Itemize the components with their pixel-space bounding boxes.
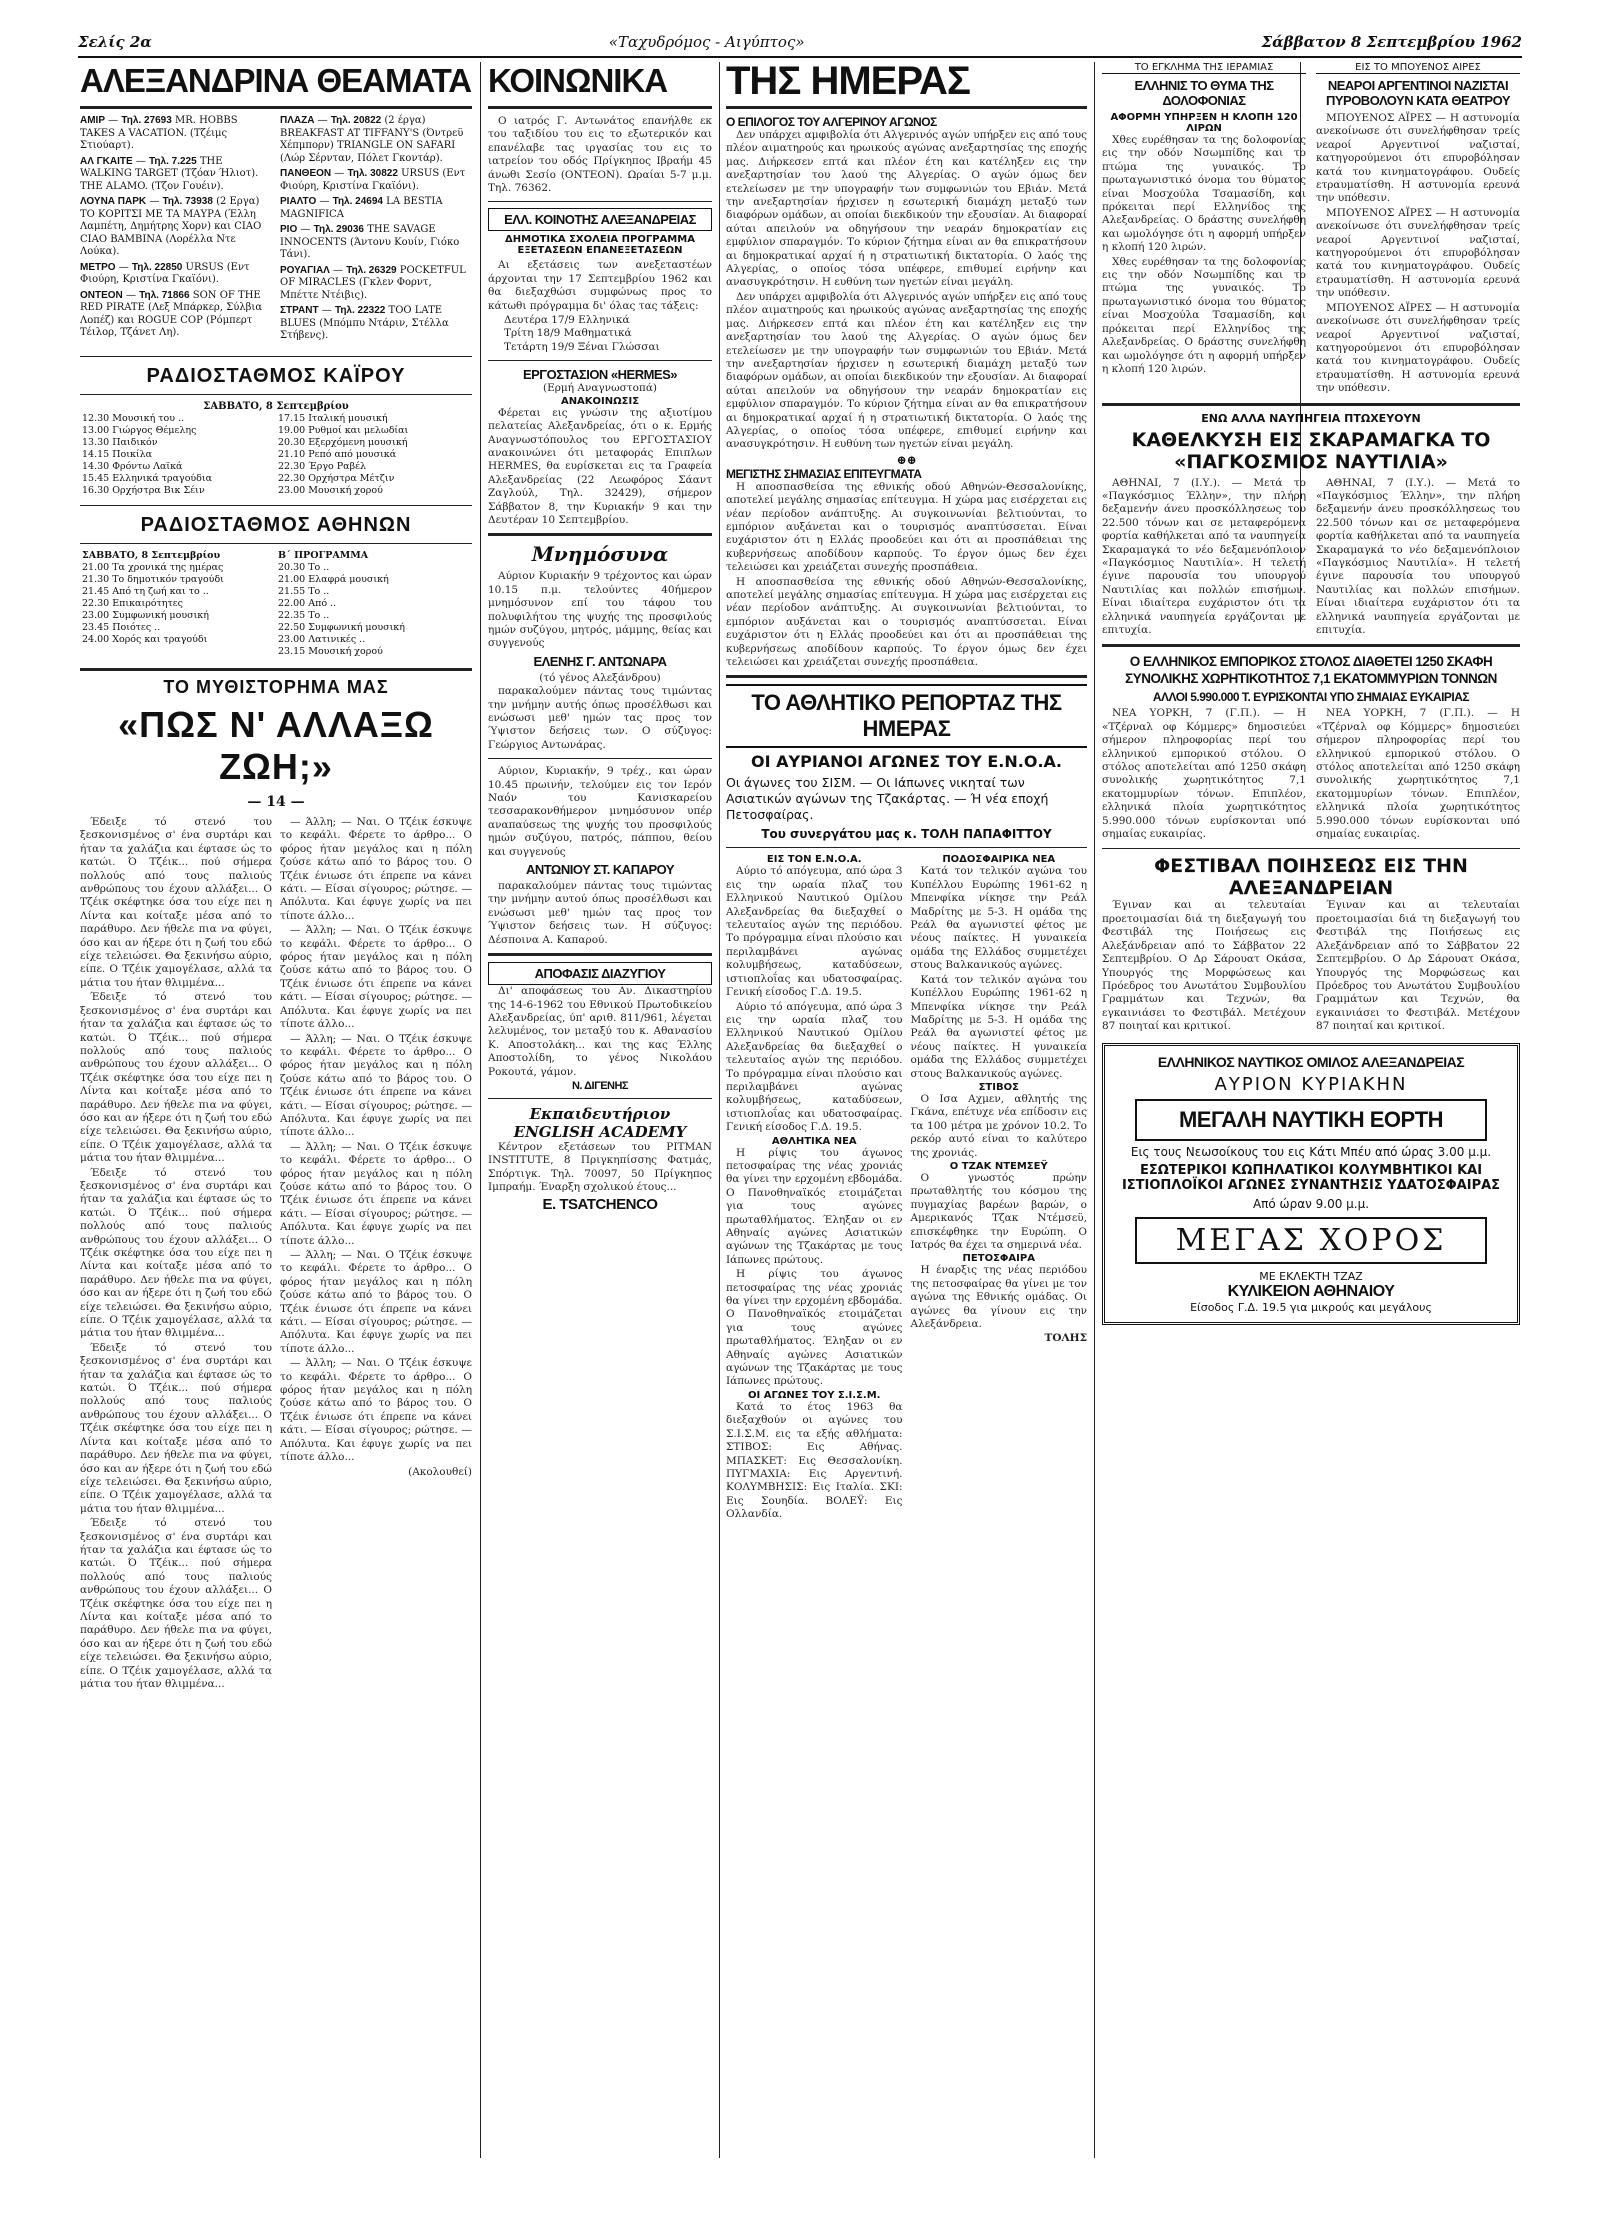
radio-athens-right: Β΄ ΠΡΟΓΡΑΜΜΑ 20.30 Το .. 21.00 Ελαφρά μουσική 21.55 Το .. 22.00 Από .. 22.35 Το .. 22.50 Συμφωνική μουσική 23.00 Λατινικές .. 23.15 Μουσική χορού — [278, 550, 405, 657]
paper-name: «Ταχυδρόμος - Αιγύπτος» — [608, 33, 805, 51]
shipyard-head: ΚΑΘΕΛΚΥΣΗ ΕΙΣ ΣΚΑΡΑΜΑΓΚΑ ΤΟ «ΠΑΓΚΟΣΜΙΟΣ ΝΑΥΤΙΛΙΑ» — [1131, 428, 1491, 473]
radio-athens-left: ΣΑΒΒΑΤΟ, 8 Σεπτεμβρίου 21.00 Τα χρονικά της ημέρας 21.30 Το δημοτικόν τραγούδι 21.45 Από τη ζωή και το .. 22.30 Επικαιρότητες 23.00 Συμφωνική μουσική 23.45 Ποιότες .. 24.00 Χορός και τραγούδι — [82, 550, 224, 645]
cinema-entry: ΡΙΑΛΤΟ — Τηλ. 24694 LA BESTIA MAGNIFICA — [280, 196, 443, 220]
cinema-entry: ΡΟΥΑΓΙΑΛ — Τηλ. 26329 POCKETFUL OF MIRACLES (Γκλεν Φορντ, Μπέττε Ντέιβις). — [280, 264, 466, 301]
ad-music: ΜΕ ΕΚΛΕΚΤΗ ΤΖΑΖ — [1259, 1269, 1363, 1283]
divider — [488, 953, 712, 956]
page-number: Σελίς 2α — [78, 33, 152, 51]
school-text: Κέντρον εξετάσεων του PITMAN INSTITUTE, 8 Πριγκηπίσσης Φατμάς, Σπόρτιγκ. Τηλ. 70097, 50 Πρίγκηπος Ιμπραήμ. Έναρξη σχολικού έτους... — [488, 1140, 712, 1194]
memorial-1-text: Αύριον Κυριακήν 9 τρέχοντος και ώραν 10.15 π.μ. τελούντες 40ήμερον μνημόσυνον επί του τάφου του πολυφιλήτου της ψυχής της προσφιλούς ημών συζύγου, μητρός, μάμμης, θείας και συγγενούς — [488, 570, 712, 650]
radio-cairo-right: 17.15 Ιταλική μουσική 19.00 Ρυθμοί και μελωδίαι 20.30 Εξερχόμενη μουσική 21.10 Ρεπό από μουσικά 22.30 Έργο Ραβέλ 22.30 Ορχήστρα Μέτζιν 23.00 Μουσική χορού — [278, 413, 409, 496]
ad-day: ΑΥΡΙΟΝ ΚΥΡΙΑΚΗΝ — [1214, 1073, 1408, 1095]
divider — [1102, 403, 1520, 406]
sports-head: ΤΟ ΑΘΛΗΤΙΚΟ ΡΕΠΟΡΤΑΖ ΤΗΣ ΗΜΕΡΑΣ — [726, 684, 1087, 748]
festival-head: ΦΕΣΤΙΒΑΛ ΠΟΙΗΣΕΩΣ ΕΙΣ ΤΗΝ ΑΛΕΞΑΝΔΡΕΙΑΝ — [1154, 855, 1468, 900]
cinema-listings — [80, 115, 472, 346]
memorial-2-text2: παρακαλούμεν πάντας τους τιμώντας την μνήμην αυτού όπως προσέλθωσι και ενώσωσι μεθ' ημών τας προς τον Ύψιστον δεήσεις των. Η σύζυγος: Δέσποινα Α. Καπαρού. — [488, 880, 712, 946]
sports-byline: Του συνεργάτου μας κ. ΤΟΛΗ ΠΑΠΑΦΙΤΤΟΥ — [761, 827, 1052, 842]
cinema-entry: ΣΤΡΑΝΤ — Τηλ. 22322 TOO LATE BLUES (Μπόμπυ Ντάριν, Στέλλα Στήβενς). — [280, 305, 449, 341]
shipping-deck: ΑΛΛΟΙ 5.990.000 Τ. ΕΥΡΙΣΚΟΝΤΑΙ ΥΠΟ ΣΗΜΑΙΑΣ ΕΥΚΑΙΡΙΑΣ — [1152, 690, 1470, 705]
cinema-entry: ΑΛ ΓΚΑΙΤΕ — Τηλ. 7.225 THE WALKING TARGET (Τζόαν Ήλιοτ). THE ALAMO. (Τζον Γουέιν). — [80, 155, 259, 192]
memorial-1-name: ΕΛΕΝΗΣ Γ. ΑΝΤΩΝΑΡΑ — [533, 653, 667, 669]
school-sign: E. TSATCHENCO — [542, 1195, 658, 1213]
sports-right: ΠΟΔΟΣΦΑΙΡΙΚΑ ΝΕΑ Κατά τον τελικόν αγώνα του Κυπέλλου Ευρώπης 1961-62 η Μπενφίκα νίκησε την Ρεάλ Μαδρίτης με 5-3. Η ομάδα της Ρεάλ θα αγωνιστεί φέτος με νέους παίκτες. Η γυναικεία ομάδα της Ελλάδος συμμετέχει στους Βαλκανικούς αγώνες. Κατά τον τελικόν αγώνα του Κυπέλλου Ευρώπης 1961-62 η Μπενφίκα νίκησε την Ρεάλ Μαδρίτης με 5-3. Η ομάδα της Ρεάλ θα αγωνιστεί φέτος με νέους παίκτες. Η γυναικεία ομάδα της Ελλάδος συμμετέχει στους Βαλκανικούς αγώνες. ΣΤΙΒΟΣ Ο Ισα Αχμεν, αθλητής της Γκάνα, επέτυχε νέα επίδοσιν εις τα 100 μέτρα με χρόνον 10.2. Το ρεκόρ αυτό είναι το καλύτερο της χρονιάς. Ο ΤΖΑΚ ΝΤΕΜΣΕΫ Ο γνωστός πρώην πρωταθλητής του κόσμου της πυγμαχίας βαρέων βαρών, ο Αμερικανός Τζακ Ντέμσεϋ, επισκέφθηκε την Ευρώπη. Ο Ιατρός θα έχει τα σημερινά νέα. ΠΕΤΟΣΦΑΙΡΑ Η έναρξις της νέας περιόδου της πετοσφαίρας θα γίνει με τον αγώνα της Εθνικής ομάδας. Οι αγώνες θα γίνουν εις την Αλεξάνδρεια. ΤΟΛΗΣ — [910, 854, 1087, 1345]
issue-date: Σάββατον 8 Σεπτεμβρίου 1962 — [1261, 33, 1522, 51]
divorce-title: ΑΠΟΦΑΣΙΣ ΔΙΑΖΥΓΙΟΥ — [488, 962, 712, 985]
cinema-list-left — [80, 115, 272, 346]
novel-part: — 14 — — [247, 794, 305, 810]
ad-entry: Είσοδος Γ.Δ. 19.5 για μικρούς και μεγάλους — [1190, 1300, 1432, 1314]
separator-glyph: ⊕⊕ — [896, 452, 917, 467]
sports-sub: ΟΙ ΑΥΡΙΑΝΟΙ ΑΓΩΝΕΣ ΤΟΥ Ε.Ν.Ο.Α. — [751, 752, 1062, 772]
column-news — [1102, 62, 1520, 2158]
divider — [726, 106, 1087, 109]
shipping-text: ΝΕΑ ΥΟΡΚΗ, 7 (Γ.Π.). — Η «Τζέρναλ οφ Κόμμερς» δημοσιεύει σήμερον πληροφορίας περί του ελληνικού εμπορικού στόλου. Ο στόλος αποτελείται από 1250 σκάφη συνολικής χωρητικότητος 7,1 εκατομμυρίων τόνων. Επιπλέον, ελληνικά πλοία χωρητικότητος 5.990.000 τόνων ευρίσκονται υπό σημαίας ευκαιρίας. ΝΕΑ ΥΟΡΚΗ, 7 (Γ.Π.). — Η «Τζέρναλ οφ Κόμμερς» δημοσιεύει σήμερον πληροφορίας περί του ελληνικού εμπορικού στόλου. Ο στόλος αποτελείται από 1250 σκάφη συνολικής χωρητικότητος 7,1 εκατομμυρίων τόνων. Επιπλέον, ελληνικά πλοία χωρητικότητος 5.990.000 τόνων ευρίσκονται υπό σημαίας ευκαιρίας. — [1102, 707, 1520, 841]
factory-kicker: ΑΝΑΚΟΙΝΩΣΙΣ — [560, 395, 640, 407]
ad-title: ΕΛΛΗΝΙΚΟΣ ΝΑΥΤΙΚΟΣ ΟΜΙΛΟΣ ΑΛΕΞΑΝΔΡΕΙΑΣ — [1157, 1053, 1465, 1070]
divider — [80, 356, 472, 357]
article-2-text: Η αποσπασθείσα της εθνικής οδού Αθηνών-Θεσσαλονίκης, αποτελεί μεγάλης σημασίας επίτευγμα. Η χώρα μας εισέρχεται εις νέαν περίοδον ανάπτυξης. Αι συγκοινωνίαι βελτιούνται, το εμπόριον αυξάνεται και ο τουρισμός αναπτύσσεται. Είναι ευχάριστον ότι η Ελλάς προοδεύει και ότι αι προσπάθειαι της κυβερνήσεως αποδίδουν καρπούς. Το έργον όμως δεν έχει τελειώσει και χρειάζεται συνεχής προσπάθεια. Η αποσπασθείσα της εθνικής οδού Αθηνών-Θεσσαλονίκης, αποτελεί μεγάλης σημασίας επίτευγμα. Η χώρα μας εισέρχεται εις νέαν περίοδον ανάπτυξης. Αι συγκοινωνίαι βελτιούνται, το εμπόριον αυξάνεται και ο τουρισμός αναπτύσσεται. Είναι ευχάριστον ότι η Ελλάς προοδεύει και ότι αι προσπάθειαι της κυβερνήσεως αποδίδουν καρπούς. Το έργον όμως δεν έχει τελειώσει και χρειάζεται συνεχής προσπάθεια. — [726, 480, 1087, 669]
divider — [726, 847, 1087, 848]
school-title: Εκπαιδευτήριον ENGLISH ACADEMY — [513, 1104, 687, 1141]
radio-cairo-day: ΣΑΒΒΑΤΟ, 8 Σεπτεμβρίου — [203, 400, 349, 412]
novel-title: «ΠΩΣ Ν' ΑΛΛΑΞΩ ΖΩΗ;» — [118, 704, 434, 787]
memorial-2-name: ΑΝΤΩΝΙΟΥ ΣΤ. ΚΑΠΑΡΟΥ — [525, 862, 675, 878]
divider — [488, 533, 712, 536]
cinema-entry: ΜΕΤΡΟ — Τηλ. 22850 URSUS (Εντ Φιούρη, Κριστίνα Γκαϊόνι). — [80, 261, 250, 285]
memorial-2-text: Αύριον, Κυριακήν, 9 τρέχ., και ώραν 10.45 πρωινήν, τελούμεν εις τον Ιερόν Ναόν του Κανισκαρείου τεσσαρακονθήμερον μνημόσυνον υπέρ αναπαύσεως της ψυχής του προσφιλούς ημών συζύγου, πατρός, πάππου, θείου και συγγενούς — [488, 765, 712, 858]
divider — [80, 668, 472, 671]
column-day — [726, 62, 1087, 2158]
theatres-title: ΑΛΕΞΑΝΔΡΙΝΑ ΘΕΑΜΑΤΑ — [80, 62, 472, 99]
shipyard-text: ΑΘΗΝΑΙ, 7 (Ι.Υ.). — Μετά το «Παγκόσμιος Έλλην», την πλήρη δεξαμενήν άνευ προσκόλλησεως του 22.500 τόνων και σε μεταφερόμενα φορτία καθήλκεται από τα ναυπηγεία Σκαραμαγκά το νέο δεξαμενόπλοιον «Παγκόσμιος Ναυτιλία». Η τελετή έγινε παρουσία του υπουργού Ναυτιλίας και πολλών επισήμων. Είναι ιδιαίτερα ευχάριστον ότι τα ελληνικά ναυπηγεία εργάζονται με επιτυχία. ΑΘΗΝΑΙ, 7 (Ι.Υ.). — Μετά το «Παγκόσμιος Έλλην», την πλήρη δεξαμενήν άνευ προσκόλλησεως του 22.500 τόνων και σε μεταφερόμενα φορτία καθήλκεται από τα ναυπηγεία Σκαραμαγκά το νέο δεξαμενόπλοιον «Παγκόσμιος Ναυτιλία». Η τελετή έγινε παρουσία του υπουργού Ναυτιλίας και πολλών επισήμων. Είναι ιδιαίτερα ευχάριστον ότι τα ελληνικά ναυπηγεία εργάζονται με επιτυχία. — [1102, 476, 1520, 636]
column-rule — [719, 62, 720, 2158]
radio-athens-schedule — [80, 550, 472, 658]
ad-dance: ΜΕΓΑΣ ΧΟΡΟΣ — [1135, 1217, 1487, 1264]
divorce-text: Δι' αποφάσεως του Αν. Δικαστηρίου της 14-6-1962 του Εθνικού Πρωτοδικείου Αλεξανδρείας, ύπ' αριθ. 811/961, λέγεται λελυμένος, τον μεταξύ του κ. Αθανασίου Κ. Αποστολάκη... και της κας Έλλης Αποστολίδη, το γένος Νικολάου Ροκουτά, γάμον. — [488, 985, 712, 1078]
divider — [488, 360, 712, 361]
ad-big-event: ΜΕΓΑΛΗ ΝΑΥΤΙΚΗ ΕΟΡΤΗ — [1135, 1099, 1487, 1141]
novel-text-right: — Άλλη; — Ναι. Ο Τζέικ έσκυψε το κεφάλι. Φέρετε το άρθρο... Ο φόρος ήταν μεγάλος και η πόλη ζούσε κάτω από το βάρος του. Ο Τζέικ ένιωσε ότι έπρεπε να κάνει κάτι. — Είσαι σίγουρος; ρώτησε. — Απόλυτα. Και έφυγε χωρίς να πει τίποτε άλλο... — Άλλη; — Ναι. Ο Τζέικ έσκυψε το κεφάλι. Φέρετε το άρθρο... Ο φόρος ήταν μεγάλος και η πόλη ζούσε κάτω από το βάρος του. Ο Τζέικ ένιωσε ότι έπρεπε να κάνει κάτι. — Είσαι σίγουρος; ρώτησε. — Απόλυτα. Και έφυγε χωρίς να πει τίποτε άλλο... — Άλλη; — Ναι. Ο Τζέικ έσκυψε το κεφάλι. Φέρετε το άρθρο... Ο φόρος ήταν μεγάλος και η πόλη ζούσε κάτω από το βάρος του. Ο Τζέικ ένιωσε ότι έπρεπε να κάνει κάτι. — Είσαι σίγουρος; ρώτησε. — Απόλυτα. Και έφυγε χωρίς να πει τίποτε άλλο... — Άλλη; — Ναι. Ο Τζέικ έσκυψε το κεφάλι. Φέρετε το άρθρο... Ο φόρος ήταν μεγάλος και η πόλη ζούσε κάτω από το βάρος του. Ο Τζέικ ένιωσε ότι έπρεπε να κάνει κάτι. — Είσαι σίγουρος; ρώτησε. — Απόλυτα. Και έφυγε χωρίς να πει τίποτε άλλο... — Άλλη; — Ναι. Ο Τζέικ έσκυψε το κεφάλι. Φέρετε το άρθρο... Ο φόρος ήταν μεγάλος και η πόλη ζούσε κάτω από το βάρος του. Ο Τζέικ ένιωσε ότι έπρεπε να κάνει κάτι. — Είσαι σίγουρος; ρώτησε. — Απόλυτα. Και έφυγε χωρίς να πει τίποτε άλλο... — Άλλη; — Ναι. Ο Τζέικ έσκυψε το κεφάλι. Φέρετε το άρθρο... Ο φόρος ήταν μεγάλος και η πόλη ζούσε κάτω από το βάρος του. Ο Τζέικ ένιωσε ότι έπρεπε να κάνει κάτι. — Είσαι σίγουρος; ρώτησε. — Απόλυτα. Και έφυγε χωρίς να πει τίποτε άλλο... (Ακολουθεί) — [280, 816, 472, 1478]
factory-subtitle: (Ερμή Αναγνωστοπά) — [542, 382, 658, 395]
festival-text: Έγιναν και αι τελευταίαι προετοιμασίαι διά τη διεξαγωγή του Φεστιβάλ της Ποιήσεως εις Αλεξάνδρειαν από το Σάββατον 22 Σεπτεμβρίου. Ο Δρ Σάρουατ Οκάσα, Υπουργός της Μορφώσεως και Πρόεδρος του Ανωτάτου Συμβουλίου Γραμμάτων και Τεχνών, θα εγκαινιάσει το Φεστιβάλ. Μετέχουν 87 ποιηταί και κριτικοί. Έγιναν και αι τελευταίαι προετοιμασίαι διά τη διεξαγωγή του Φεστιβάλ της Ποιήσεως εις Αλεξάνδρειαν από το Σάββατον 22 Σεπτεμβρίου. Ο Δρ Σάρουατ Οκάσα, Υπουργός της Μορφώσεως και Πρόεδρος του Ανωτάτου Συμβουλίου Γραμμάτων και Τεχνών, θα εγκαινιάσει το Φεστιβάλ. Μετέχουν 87 ποιηταί και κριτικοί. — [1102, 899, 1520, 1033]
cinema-list-right — [280, 115, 472, 346]
column-social — [488, 62, 712, 2158]
divider — [80, 106, 472, 109]
divider — [488, 106, 712, 109]
cinema-entry: ΛΟΥΝΑ ΠΑΡΚ — Τηλ. 73938 (2 Εργα) ΤΟ ΚΟΡΙΤΣΙ ΜΕ ΤΑ ΜΑΥΡΑ (Έλλη Λαμπέτη, Δημήτρης Χορν) και CIAO CIAO BAMBINA (Λορέλλα Ντε Λούκα). — [80, 196, 262, 257]
cinema-entry: ΠΛΑΖΑ — Τηλ. 20822 (2 έργα) BREAKFAST AT TIFFANY'S (Όντρεϋ Χέπμπορν) TRIANGLE ON SAFARI (Λώρ Σέρνταν, Πόλετ Γκοντάρ). — [280, 115, 464, 164]
shipyard-kicker: ΕΝΩ ΑΛΛΑ ΝΑΥΠΗΓΕΙΑ ΠΤΩΧΕΥΟΥΝ — [1201, 411, 1421, 425]
novel-body — [80, 816, 472, 1692]
cinema-entry: ΠΑΝΘΕΟΝ — Τηλ. 30822 URSUS (Εντ Φιούρη, Κριστίνα Γκαϊόνι). — [280, 168, 466, 192]
ad-time: Από ώραν 9.00 μ.μ. — [1252, 1196, 1370, 1211]
divider — [80, 394, 472, 395]
crime-story: ΤΟ ΕΓΚΛΗΜΑ ΤΗΣ ΙΕΡΑΜΙΑΣ ΕΛΛΗΝΙΣ ΤΟ ΘΥΜΑ ΤΗΣ ΔΟΛΟΦΟΝΙΑΣ ΑΦΟΡΜΗ ΥΠΗΡΞΕΝ Η ΚΛΟΠΗ 120 ΛΙΡΩΝ Χθες ευρέθησαν τα της δολοφονίας εις την οδόν Νσωμπίδης και το πτώμα της γυναικός. Το πρωταγωνιστικό όνομα του θύματος είναι Μοσχούλα Τσαμασίδη, και πρόκειται περί Ελληνίδος της Αλεξανδρείας. Ο δράστης συνελήφθη και ωμολόγησε ότι η αφορμή υπήρξεν η κλοπή 120 λιρών. Χθες ευρέθησαν τα της δολοφονίας εις την οδόν Νσωμπίδης και το πτώμα της γυναικός. Το πρωταγωνιστικό όνομα του θύματος είναι Μοσχούλα Τσαμασίδη, και πρόκειται περί Ελληνίδος της Αλεξανδρείας. Ο δράστης συνελήφθη και ωμολόγησε ότι η αφορμή υπήρξεν η κλοπή 120 λιρών. — [1102, 62, 1306, 375]
divider — [1102, 644, 1520, 647]
divider — [80, 505, 472, 506]
page-header — [78, 28, 1522, 58]
ad-venue: ΚΥΛΙΚΕΙΟΝ ΑΘΗΝΑΙΟΥ — [1227, 1282, 1395, 1300]
factory-text: Φέρεται εις γνώσιν της αξιοτίμου πελατείας Αλεξανδρείας, ότι ο κ. Ερμής Αναγνωστόπουλος του ΕΡΓΟΣΤΑΣΙΟΥ ανακοινώνει ότι μεταφοράς Επιπλων HERMES, θα ευρίσκεται εις τα Γραφεία Αλεξανδρείας (22 Λεωφόρος Σάαντ Ζαγλούλ, Τηλ. 32429), σήμερον Σάββατον 8, την Κυριακήν 9 και την Δευτέραν 10 Σεπτεμβρίου. — [488, 406, 712, 526]
column-rule — [1094, 62, 1095, 2158]
article-2-title: ΜΕΓΙΣΤΗΣ ΣΗΜΑΣΙΑΣ ΕΠΙΤΕΥΓΜΑΤΑ — [726, 466, 922, 481]
exam-schedule: Δευτέρα 17/9 Ελληνικά Τρίτη 18/9 Μαθηματικά Τετάρτη 19/9 Ξέναι Γλώσσαι — [504, 314, 660, 353]
radio-athens-title: ΡΑΔΙΟΣΤΑΘΜΟΣ ΑΘΗΝΩΝ — [140, 514, 412, 536]
memorial-1-sub: (τό γένος Αλεξάνδρου) — [539, 671, 661, 684]
sports-sign: ΤΟΛΗΣ — [1044, 1332, 1087, 1345]
doctor-notice: Ο ιατρός Γ. Αντωνάτος επανήλθε εκ του ταξιδίου του εις το εξωτερικόν και επανέλαβε τας ιργασίας του εις το ιατρείον του οδός Πρίγκηπος Ιβραήμ 45 άνωθι Σεσίο (ΟΝΤΕΟΝ). Ωραίαι 5-7 μ.μ. Τηλ. 76362. — [488, 115, 712, 195]
sports-left: ΕΙΣ ΤΟΝ Ε.Ν.Ο.Α. Αύριο τό απόγευμα, από ώρα 3 εις την ωραία πλαζ του Ελληνικού Ναυτικού Ομίλου Αλεξανδρείας θα διεξαχθεί ο τελευταίος αγών της περιόδου. Το πρόγραμμα είναι πλούσιο και περιλαμβάνει αγώνας κολυμβήσεως, καταδύσεων, ιστιοπλοΐας και υδατοσφαίρας. Γενική είσοδος Γ.Δ. 19.5. Αύριο τό απόγευμα, από ώρα 3 εις την ωραία πλαζ του Ελληνικού Ναυτικού Ομίλου Αλεξανδρείας θα διεξαχθεί ο τελευταίος αγών της περιόδου. Το πρόγραμμα είναι πλούσιο και περιλαμβάνει αγώνας κολυμβήσεως, καταδύσεων, ιστιοπλοΐας και υδατοσφαίρας. Γενική είσοδος Γ.Δ. 19.5. ΑΘΛΗΤΙΚΑ ΝΕΑ Η ρίψις του άγωνος πετοσφαίρας της νέας χρονιάς θα γίνει την ερχομένη εβδομάδα. Ο Πανοθηναϊκός ετοιμάζεται για τους αγώνες πρωταθλήματος. Έληξαν οι εν Αθηναίς αγώνες Ασιατικών αγώνων της Τζακάρτας με τους Ιάπωνες πρώτους. Η ρίψις του άγωνος πετοσφαίρας της νέας χρονιάς θα γίνει την ερχομένη εβδομάδα. Ο Πανοθηναϊκός ετοιμάζεται για τους αγώνες πρωταθλήματος. Έληξαν οι εν Αθηναίς αγώνες Ασιατικών αγώνων της Τζακάρτας με τους Ιάπωνες πρώτους. ΟΙ ΑΓΩΝΕΣ ΤΟΥ Σ.Ι.Σ.Μ. Κατά το έτος 1963 θα διεξαχθούν οι αγώνες του Σ.Ι.Σ.Μ. εις τα εξής αθλήματα: ΣΤΙΒΟΣ: Εις Αθήνας. ΜΠΑΣΚΕΤ: Εις Θεσσαλονίκη. ΠΥΓΜΑΧΙΑ: Εις Αργεντινή. ΚΟΛΥΜΒΗΣΙΣ: Εις Ιταλία. ΣΚΙ: Εις Σουηδία. ΒΟΛΕΫ: Εις Ολλανδία. — [726, 854, 903, 1521]
column-rule — [480, 62, 481, 2158]
ad-events: ΕΣΩΤΕΡΙΚΟΙ ΚΩΠΗΛΑΤΙΚΟΙ ΚΟΛΥΜΒΗΤΙΚΟΙ ΚΑΙ ΙΣΤΙΟΠΛΟΪΚΟΙ ΑΓΩΝΕΣ ΣΥΝΑΝΤΗΣΙΣ ΥΔΑΤΟΣΦΑΙΡΑΣ — [1121, 1162, 1501, 1193]
club-advertisement — [1102, 1043, 1520, 1325]
news-top — [1102, 62, 1520, 397]
divider — [488, 201, 712, 202]
divider — [1102, 848, 1520, 849]
factory-title: ΕΡΓΟΣΤΑΣΙΟΝ «HERMES» — [522, 367, 678, 383]
divorce-sign: Ν. ΔΙΓΕΝΗΣ — [571, 1079, 629, 1092]
community-title: ΕΛΛ. ΚΟΙΝΟΤΗΣ ΑΛΕΞΑΝΔΡΕΙΑΣ — [488, 208, 712, 231]
day-title: ΤΗΣ ΗΜΕΡΑΣ — [726, 62, 970, 103]
community-text: Αι εξετάσεις των ανεξεταστέων άρχονται την 17 Σεπτεμβρίου 1962 και θα διεξαχθώσι συμφώνως προς το κάτωθι πρόγραμμα δι' όλας τας τάξεις: — [488, 259, 712, 312]
sports-body — [726, 854, 1087, 1522]
cinema-entry: ΟΝΤΕΟΝ — Τηλ. 71866 SON OF THE RED PIRATE (Λεξ Μπάρκερ, Σύλβια Λοπέζ) και ROGUE COP (Ρόμπερτ Τέιλορ, Τζάνετ Λη). — [80, 289, 263, 338]
radio-cairo-title: ΡΑΔΙΟΣΤΑΘΜΟΣ ΚΑΪΡΟΥ — [146, 364, 406, 387]
argentina-story: ΕΙΣ ΤΟ ΜΠΟΥΕΝΟΣ ΑΪΡΕΣ ΝΕΑΡΟΙ ΑΡΓΕΝΤΙΝΟΙ ΝΑΖΙΣΤΑΙ ΠΥΡΟΒΟΛΟΥΝ ΚΑΤΑ ΘΕΑΤΡΟΥ ΜΠΟΥΕΝΟΣ ΑΪΡΕΣ — Η αστυνομία ανεκοίνωσε ότι συνελήφθησαν τρείς νεαροί Αργεντινοί ναζισταί, κατηγορούμενοι ότι επυροβόλησαν κατά του κινηματογράφου. Ουδείς ετραυματίσθη. Η αστυνομία ερευνά την υπόθεσιν. ΜΠΟΥΕΝΟΣ ΑΪΡΕΣ — Η αστυνομία ανεκοίνωσε ότι συνελήφθησαν τρείς νεαροί Αργεντινοί ναζισταί, κατηγορούμενοι ότι επυροβόλησαν κατά του κινηματογράφου. Ουδείς ετραυματίσθη. Η αστυνομία ερευνά την υπόθεσιν. ΜΠΟΥΕΝΟΣ ΑΪΡΕΣ — Η αστυνομία ανεκοίνωσε ότι συνελήφθησαν τρείς νεαροί Αργεντινοί ναζισταί, κατηγορούμενοι ότι επυροβόλησαν κατά του κινηματογράφου. Ουδείς ετραυματίσθη. Η αστυνομία ερευνά την υπόθεσιν. — [1316, 62, 1520, 395]
column-theatres — [80, 62, 472, 2158]
novel-kicker: ΤΟ ΜΥΘΙΣΤΟΡΗΜΑ ΜΑΣ — [163, 677, 389, 697]
novel-text-left: Έδειξε τό στενό του ξεσκονισμένος σ' ένα συρτάρι και ήταν τα χαλάζια και έφτασε ώς το κατώι. Ό Τζέικ... πού σήμερα πολλούς από τους παλιούς ανθρώπους του έχουν αλλάξει... Ο Τζέικ σκέφτηκε όσα του είχε πει η Λίντα και κοίταξε μέσα από το παράθυρο. Δεν ήθελε πια να φύγει, όσο και αν ήξερε ότι η ζωή του εδώ είχε τελειώσει. Θα ξεκινήσω αύριο, είπε. Ο Τζέικ χαμογέλασε, αλλά τα μάτια του ήταν θλιμμένα... Έδειξε τό στενό του ξεσκονισμένος σ' ένα συρτάρι και ήταν τα χαλάζια και έφτασε ώς το κατώι. Ό Τζέικ... πού σήμερα πολλούς από τους παλιούς ανθρώπους του έχουν αλλάξει... Ο Τζέικ σκέφτηκε όσα του είχε πει η Λίντα και κοίταξε μέσα από το παράθυρο. Δεν ήθελε πια να φύγει, όσο και αν ήξερε ότι η ζωή του εδώ είχε τελειώσει. Θα ξεκινήσω αύριο, είπε. Ο Τζέικ χαμογέλασε, αλλά τα μάτια του ήταν θλιμμένα... Έδειξε τό στενό του ξεσκονισμένος σ' ένα συρτάρι και ήταν τα χαλάζια και έφτασε ώς το κατώι. Ό Τζέικ... πού σήμερα πολλούς από τους παλιούς ανθρώπους του έχουν αλλάξει... Ο Τζέικ σκέφτηκε όσα του είχε πει η Λίντα και κοίταξε μέσα από το παράθυρο. Δεν ήθελε πια να φύγει, όσο και αν ήξερε ότι η ζωή του εδώ είχε τελειώσει. Θα ξεκινήσω αύριο, είπε. Ο Τζέικ χαμογέλασε, αλλά τα μάτια του ήταν θλιμμένα... Έδειξε τό στενό του ξεσκονισμένος σ' ένα συρτάρι και ήταν τα χαλάζια και έφτασε ώς το κατώι. Ό Τζέικ... πού σήμερα πολλούς από τους παλιούς ανθρώπους του έχουν αλλάξει... Ο Τζέικ σκέφτηκε όσα του είχε πει η Λίντα και κοίταξε μέσα από το παράθυρο. Δεν ήθελε πια να φύγει, όσο και αν ήξερε ότι η ζωή του εδώ είχε τελειώσει. Θα ξεκινήσω αύριο, είπε. Ο Τζέικ χαμογέλασε, αλλά τα μάτια του ήταν θλιμμένα... Έδειξε τό στενό του ξεσκονισμένος σ' ένα συρτάρι και ήταν τα χαλάζια και έφτασε ώς το κατώι. Ό Τζέικ... πού σήμερα πολλούς από τους παλιούς ανθρώπους του έχουν αλλάξει... Ο Τζέικ σκέφτηκε όσα του είχε πει η Λίντα και κοίταξε μέσα από το παράθυρο. Δεν ήθελε πια να φύγει, όσο και αν ήξερε ότι η ζωή του εδώ είχε τελειώσει. Θα ξεκινήσω αύριο, είπε. Ο Τζέικ χαμογέλασε, αλλά τα μάτια του ήταν θλιμμένα... — [80, 816, 272, 1690]
shipping-head: Ο ΕΛΛΗΝΙΚΟΣ ΕΜΠΟΡΙΚΟΣ ΣΤΟΛΟΣ ΔΙΑΘΕΤΕΙ 1250 ΣΚΑΦΗ ΣΥΝΟΛΙΚΗΣ ΧΩΡΗΤΙΚΟΤΗΤΟΣ 7,1 ΕΚΑΤΟΜΜΥΡΙΩΝ ΤΟΝΝΩΝ — [1125, 654, 1497, 687]
article-1-title: Ο ΕΠΙΛΟΓΟΣ ΤΟΥ ΑΛΓΕΡΙΝΟΥ ΑΓΩΝΟΣ — [726, 115, 937, 129]
article-1-text: Δεν υπάρχει αμφιβολία ότι Αλγερινός αγών υπήρξεν εις από τους πλέον αιματηρούς και ηρωικούς αγώνας ανεξαρτησίας της εποχής μας. Διήρκεσεν επτά και πλέον έτη και κατέληξεν εις την ανεξαρτησίαν του λαού της Αλγερίας. Ο αγών όμως δεν ετελείωσεν με την υπογραφήν των συμφωνιών του Εβιάν. Μετά την ανεξαρτησίαν ήρχισεν η εσωτερική διαμάχη μεταξύ των διαφόρων ομάδων, αι οποίαι διεκδικούν την εξουσίαν. Αι διαφοραί αύται απειλούν να οδηγήσουν την νεαράν δημοκρατίαν εις εμφύλιον σπαραγμόν. Το κύριον ζήτημα είναι αν θα επικρατήσουν αι δημοκρατικαί αρχαί ή η στρατιωτική δικτατορία. Ο λαός της Αλγερίας, ο οποίος τόσα υπέφερε, επιθυμεί ειρήνην και ανασυγκρότησιν. Η ευθύνη των ηγετών είναι μεγάλη. Δεν υπάρχει αμφιβολία ότι Αλγερινός αγών υπήρξεν εις από τους πλέον αιματηρούς και ηρωικούς αγώνας ανεξαρτησίας της εποχής μας. Διήρκεσεν επτά και πλέον έτη και κατέληξεν εις την ανεξαρτησίαν του λαού της Αλγερίας. Ο αγών όμως δεν ετελείωσεν με την υπογραφήν των συμφωνιών του Εβιάν. Μετά την ανεξαρτησίαν ήρχισεν η εσωτερική διαμάχη μεταξύ των διαφόρων ομάδων, αι οποίαι διεκδικούν την εξουσίαν. Αι διαφοραί αύται απειλούν να οδηγήσουν την νεαράν δημοκρατίαν εις εμφύλιον σπαραγμόν. Το κύριον ζήτημα είναι αν θα επικρατήσουν αι δημοκρατικαί αρχαί ή η στρατιωτική δικτατορία. Ο λαός της Αλγερίας, ο οποίος τόσα υπέφερε, επιθυμεί ειρήνην και ανασυγκρότησιν. Η ευθύνη των ηγετών είναι μεγάλη. — [726, 129, 1087, 451]
sports-deck: Οι άγωνες του ΣΙΣΜ. — Οι Ιάπωνες νικηταί των Ασιατικών αγώνων της Τζακάρτας. — Ή νέα εποχή Πετοσφαίρας. — [726, 775, 1049, 823]
social-title: ΚΟΙΝΩΝΙΚΑ — [488, 62, 668, 99]
cinema-entry: ΡΙΟ — Τηλ. 29036 THE SAVAGE INNOCENTS (Άντονυ Κουίν, Γιόκο Τάνι). — [280, 224, 460, 260]
cinema-entry: ΑΜΙΡ — Τηλ. 27693 MR. HOBBS TAKES A VACATION. (Τζέιμς Στιούαρτ). — [80, 115, 238, 151]
ad-location: Εις τους Νεωσοίκους του εις Κάτι Μπέυ από ώρας 3.00 μ.μ. — [1130, 1144, 1492, 1159]
divider — [80, 543, 472, 544]
memorial-title: Μνημόσυνα — [531, 542, 669, 567]
divider — [726, 675, 1087, 678]
memorial-1-text2: παρακαλούμεν πάντας τους τιμώντας την μνήμην αυτής όπως προσέλθωσι και ενώσωσι μεθ' ημών τας προς τον Ύψιστον δεήσεις των. Ο σύζυγος: Γεώργιος Αντωνάρας. — [488, 685, 712, 751]
divider — [488, 758, 712, 759]
radio-cairo-left: 12.30 Μουσική του .. 13.00 Γιώργος Θέμελης 13.30 Παιδικόν 14.15 Ποικίλα 14.30 Φρόντω Λαϊκά 15.45 Ελληνικά τραγούδια 16.30 Ορχήστρα Βικ Σέιν — [82, 413, 213, 496]
divider — [488, 1098, 712, 1099]
community-subtitle: ΔΗΜΟΤΙΚΑ ΣΧΟΛΕΙΑ ΠΡΟΓΡΑΜΜΑ ΕΞΕΤΑΣΕΩΝ ΕΠΑΝΕΞΕΤΑΣΕΩΝ — [505, 234, 695, 257]
novel-continues: (Ακολουθεί) — [408, 1465, 472, 1478]
radio-cairo-schedule — [80, 413, 472, 497]
